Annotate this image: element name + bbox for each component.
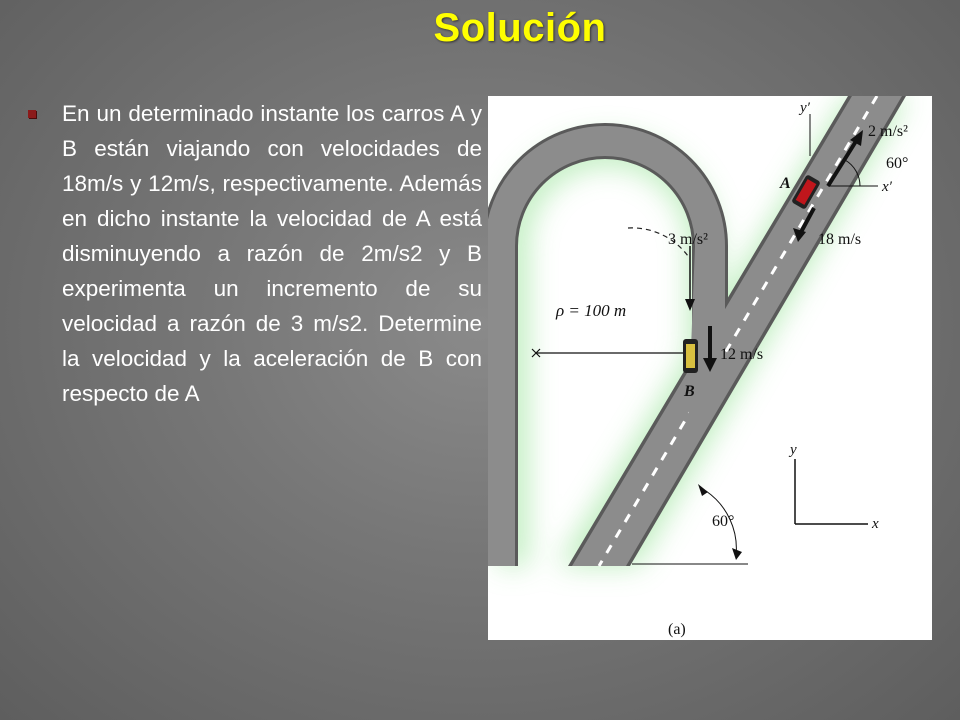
angle-a-label: 60°	[886, 155, 909, 172]
car-b-roof	[686, 344, 695, 368]
road-diagram-svg	[488, 96, 932, 640]
car-a-label: A	[780, 175, 791, 192]
angle-road-label: 60°	[712, 513, 735, 530]
y-prime-label: y′	[800, 100, 810, 116]
road-diagram	[488, 96, 932, 640]
x-axis-label: x	[872, 516, 879, 532]
y-axis-label: y	[790, 442, 797, 458]
x-prime-label: x′	[882, 179, 892, 195]
problem-statement: En un determinado instante los carros A y B están viajando con velocidades de 18m/s y 12m/s, respectivamente. Además en dicho instante la velocidad de A está disminuyendo a razón de 2m/s2 y B experimenta un incremento de su velocidad a razón de 3 m/s2. Determine la velocidad y la aceleración de B con respecto de A	[62, 101, 482, 406]
accel-b-label: 3 m/s²	[668, 231, 708, 248]
angle-road-arrow-icon	[698, 484, 708, 496]
radius-label: ρ = 100 m	[556, 301, 627, 320]
slide-title: Solución	[433, 6, 607, 50]
vel-b-label: 12 m/s	[720, 346, 764, 363]
bullet-square-icon	[28, 110, 36, 118]
angle-road-arrow2-icon	[732, 548, 742, 560]
figure-caption: (a)	[668, 621, 686, 638]
car-b-label: B	[684, 383, 695, 400]
vel-a-label: 18 m/s	[818, 231, 862, 248]
accel-a-label: 2 m/s²	[868, 123, 908, 140]
